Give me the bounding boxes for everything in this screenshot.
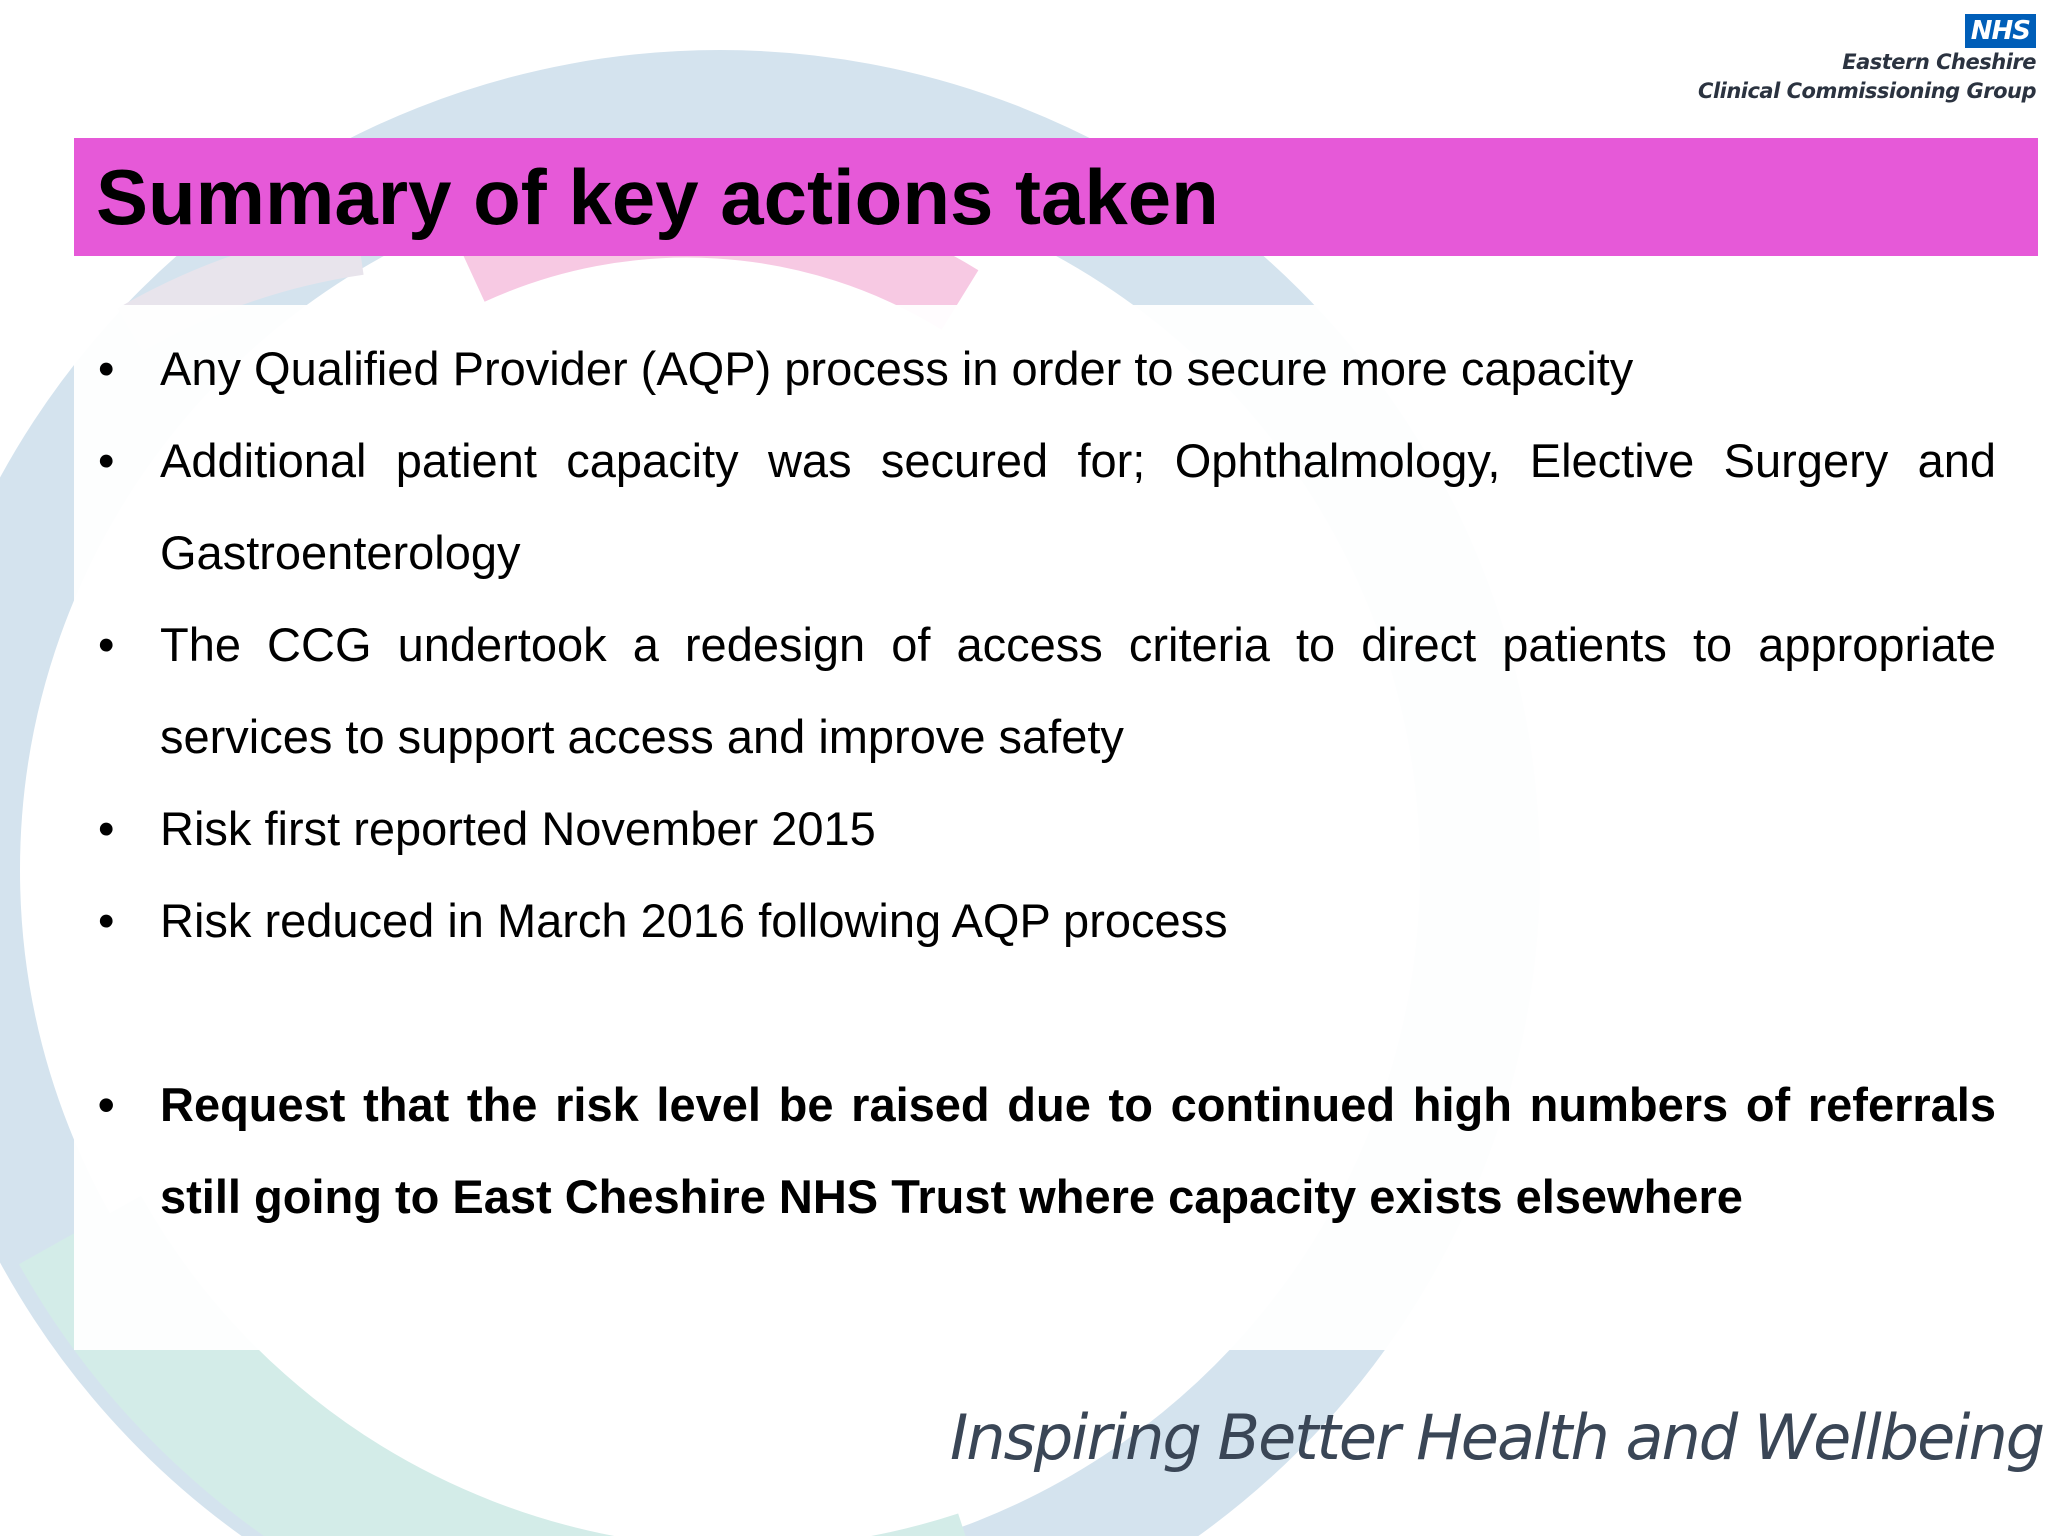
bullet-item xyxy=(74,783,1996,875)
bullet-text: Additional patient capacity was secured for; Ophthalmology, Elective Surgery and Gastroenterology xyxy=(160,434,1996,579)
bullet-text: Risk first reported November 2015 xyxy=(160,802,876,855)
bullet-item-request xyxy=(74,1059,1996,1243)
bullet-marker: • xyxy=(98,434,115,487)
bullet-text: The CCG undertook a redesign of access criteria to direct patients to appropriate services to support access and improve safety xyxy=(160,618,1996,763)
bullet-text: Request that the risk level be raised due to continued high numbers of referrals still going to East Cheshire NHS Trust where capacity exists elsewhere xyxy=(160,1078,1996,1223)
bullet-marker: • xyxy=(98,1078,115,1131)
bullet-marker: • xyxy=(98,342,115,395)
bullet-marker: • xyxy=(98,894,115,947)
bullet-marker: • xyxy=(98,802,115,855)
title-bar xyxy=(74,138,2038,256)
tagline: Inspiring Better Health and Wellbeing xyxy=(950,1401,2044,1474)
bullet-item xyxy=(74,875,1996,967)
content-panel xyxy=(74,305,2038,1350)
slide-title: Summary of key actions taken xyxy=(96,153,1219,241)
bullet-marker: • xyxy=(98,618,115,671)
bullet-item xyxy=(74,415,1996,599)
bullet-text: Risk reduced in March 2016 following AQP process xyxy=(160,894,1228,947)
bullet-list xyxy=(74,323,1996,1243)
nhs-badge: NHS xyxy=(1965,14,2036,48)
org-name-line2: Clinical Commissioning Group xyxy=(1698,79,2036,103)
nhs-logo xyxy=(1698,14,2036,106)
bullet-text: Any Qualified Provider (AQP) process in order to secure more capacity xyxy=(160,342,1634,395)
org-name-line1: Eastern Cheshire xyxy=(1842,50,2036,74)
bullet-item xyxy=(74,323,1996,415)
bullet-item xyxy=(74,599,1996,783)
